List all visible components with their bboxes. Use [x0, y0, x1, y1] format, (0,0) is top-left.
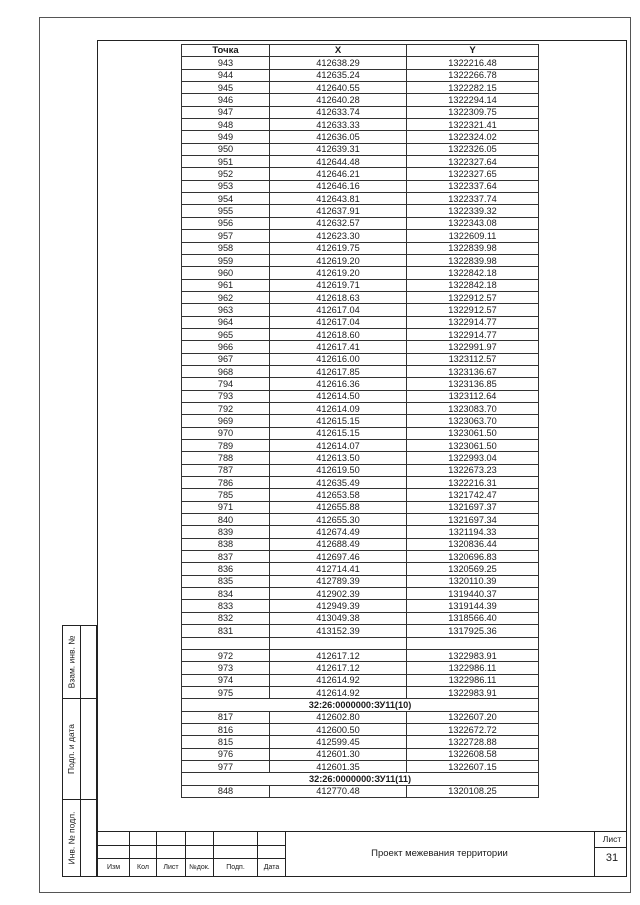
point-cell: 835: [182, 575, 270, 587]
x-cell: 412639.31: [270, 143, 407, 155]
x-cell: 412619.71: [270, 279, 407, 291]
table-row: [182, 514, 539, 526]
table-row: [182, 205, 539, 217]
point-cell: 840: [182, 514, 270, 526]
table-row: [182, 328, 539, 340]
x-cell: 412619.50: [270, 464, 407, 476]
y-cell: 1322282.15: [407, 82, 539, 94]
x-cell: 412617.85: [270, 365, 407, 377]
point-cell: 786: [182, 477, 270, 489]
y-cell: 1323083.70: [407, 402, 539, 414]
x-cell: 412617.41: [270, 341, 407, 353]
x-cell: 412623.30: [270, 230, 407, 242]
x-cell: 412617.12: [270, 649, 407, 661]
x-cell: 412789.39: [270, 575, 407, 587]
x-cell: 412655.88: [270, 501, 407, 513]
y-cell: 1322986.11: [407, 674, 539, 686]
col-data: Дата: [263, 864, 280, 871]
stamp-inv-podl-cell: [62, 799, 97, 877]
x-cell: 412614.92: [270, 674, 407, 686]
x-cell: 412770.48: [270, 785, 407, 797]
point-cell: 964: [182, 316, 270, 328]
stamp-inv-podl-label: Инв. № подл.: [66, 811, 77, 865]
y-cell: 1322321.41: [407, 119, 539, 131]
x-cell: 412619.20: [270, 267, 407, 279]
x-cell: 412616.00: [270, 353, 407, 365]
y-cell: 1323112.57: [407, 353, 539, 365]
point-cell: 789: [182, 440, 270, 452]
table-row: [182, 353, 539, 365]
table-row: [182, 538, 539, 550]
stamp-podp-data-label: Подп. и дата: [66, 723, 77, 775]
y-cell: 1321194.33: [407, 526, 539, 538]
y-cell: 1322672.72: [407, 723, 539, 735]
table-row: [182, 785, 539, 797]
x-cell: 412714.41: [270, 563, 407, 575]
point-cell: 834: [182, 588, 270, 600]
y-cell: 1318566.40: [407, 612, 539, 624]
col-ndok: №док.: [189, 864, 210, 871]
y-cell: 1323136.85: [407, 378, 539, 390]
x-cell: 412633.33: [270, 119, 407, 131]
point-cell: 836: [182, 563, 270, 575]
point-cell: 837: [182, 551, 270, 563]
y-cell: 1322327.64: [407, 156, 539, 168]
table-row: [182, 551, 539, 563]
y-cell: 1322608.58: [407, 748, 539, 760]
x-cell: 413049.38: [270, 612, 407, 624]
title-block: [97, 831, 627, 877]
coordinates-table: [181, 44, 539, 798]
table-row: [182, 267, 539, 279]
point-cell: 947: [182, 106, 270, 118]
point-cell: 968: [182, 365, 270, 377]
y-cell: 1321742.47: [407, 489, 539, 501]
sheet-label: Лист: [602, 834, 622, 844]
table-row: [182, 674, 539, 686]
table-row: [182, 501, 539, 513]
y-cell: 1320108.25: [407, 785, 539, 797]
table-row: [182, 440, 539, 452]
section-row: [182, 699, 539, 711]
table-row: [182, 477, 539, 489]
table-row: [182, 279, 539, 291]
y-cell: [407, 637, 539, 649]
point-cell: 949: [182, 131, 270, 143]
point-cell: 956: [182, 217, 270, 229]
x-cell: 412688.49: [270, 538, 407, 550]
table-row: [182, 563, 539, 575]
x-cell: 412633.74: [270, 106, 407, 118]
x-cell: 412617.04: [270, 304, 407, 316]
header-y: Y: [407, 45, 539, 57]
x-cell: 412618.63: [270, 291, 407, 303]
x-cell: 412640.55: [270, 82, 407, 94]
y-cell: 1322914.77: [407, 328, 539, 340]
y-cell: 1322337.74: [407, 193, 539, 205]
point-cell: 976: [182, 748, 270, 760]
table-row: [182, 217, 539, 229]
x-cell: 412697.46: [270, 551, 407, 563]
y-cell: 1322983.91: [407, 686, 539, 698]
table-row: [182, 378, 539, 390]
x-cell: 412632.57: [270, 217, 407, 229]
point-cell: 953: [182, 180, 270, 192]
point-cell: 966: [182, 341, 270, 353]
x-cell: 412635.24: [270, 69, 407, 81]
y-cell: 1322324.02: [407, 131, 539, 143]
point-cell: 785: [182, 489, 270, 501]
section-row: [182, 773, 539, 785]
y-cell: 1322673.23: [407, 464, 539, 476]
side-stamp: [62, 625, 97, 877]
x-cell: 412674.49: [270, 526, 407, 538]
y-cell: 1322609.11: [407, 230, 539, 242]
table-row: [182, 612, 539, 624]
table-row: [182, 427, 539, 439]
table-row: [182, 119, 539, 131]
point-cell: 952: [182, 168, 270, 180]
header-x: X: [270, 45, 407, 57]
table-row: [182, 390, 539, 402]
table-row: [182, 588, 539, 600]
section-label: 32:26:0000000:ЗУ11(11): [182, 773, 539, 785]
table-row: [182, 156, 539, 168]
y-cell: 1322912.57: [407, 291, 539, 303]
y-cell: 1322327.65: [407, 168, 539, 180]
table-row: [182, 168, 539, 180]
point-cell: 815: [182, 736, 270, 748]
table-row: [182, 106, 539, 118]
point-cell: 970: [182, 427, 270, 439]
table-row: [182, 760, 539, 772]
stamp-vzam-inv-label: Взам. инв. №: [66, 635, 77, 689]
x-cell: 412615.15: [270, 427, 407, 439]
table-row: [182, 131, 539, 143]
y-cell: 1322343.08: [407, 217, 539, 229]
y-cell: 1322309.75: [407, 106, 539, 118]
y-cell: 1323061.50: [407, 440, 539, 452]
x-cell: 412601.30: [270, 748, 407, 760]
col-izm: Изм: [106, 864, 121, 871]
y-cell: 1323136.67: [407, 365, 539, 377]
table-row: [182, 57, 539, 69]
y-cell: 1322839.98: [407, 242, 539, 254]
table-row: [182, 180, 539, 192]
stamp-vzam-inv-cell: [62, 625, 97, 699]
point-cell: 832: [182, 612, 270, 624]
table-row: [182, 143, 539, 155]
y-cell: 1322912.57: [407, 304, 539, 316]
point-cell: 951: [182, 156, 270, 168]
table-row: [182, 662, 539, 674]
table-row: [182, 82, 539, 94]
x-cell: 412638.29: [270, 57, 407, 69]
col-list: Лист: [163, 864, 179, 871]
point-cell: 794: [182, 378, 270, 390]
point-cell: 950: [182, 143, 270, 155]
y-cell: 1323112.64: [407, 390, 539, 402]
x-cell: 412602.80: [270, 711, 407, 723]
x-cell: 412655.30: [270, 514, 407, 526]
x-cell: [270, 637, 407, 649]
point-cell: 960: [182, 267, 270, 279]
point-cell: 955: [182, 205, 270, 217]
table-row: [182, 711, 539, 723]
point-cell: [182, 637, 270, 649]
y-cell: 1322607.20: [407, 711, 539, 723]
y-cell: 1321697.37: [407, 501, 539, 513]
point-cell: 792: [182, 402, 270, 414]
point-cell: 954: [182, 193, 270, 205]
x-cell: 412617.04: [270, 316, 407, 328]
point-cell: 969: [182, 415, 270, 427]
point-cell: 793: [182, 390, 270, 402]
point-cell: 839: [182, 526, 270, 538]
y-cell: 1322839.98: [407, 254, 539, 266]
x-cell: 412615.15: [270, 415, 407, 427]
table-row: [182, 649, 539, 661]
point-cell: 959: [182, 254, 270, 266]
y-cell: 1322266.78: [407, 69, 539, 81]
x-cell: 412949.39: [270, 600, 407, 612]
y-cell: 1320836.44: [407, 538, 539, 550]
table-row: [182, 748, 539, 760]
point-cell: 816: [182, 723, 270, 735]
y-cell: 1323061.50: [407, 427, 539, 439]
y-cell: 1320110.39: [407, 575, 539, 587]
y-cell: 1317925.36: [407, 625, 539, 637]
x-cell: 412902.39: [270, 588, 407, 600]
x-cell: 412637.91: [270, 205, 407, 217]
point-cell: 817: [182, 711, 270, 723]
y-cell: 1320696.83: [407, 551, 539, 563]
table-row: [182, 341, 539, 353]
table-row: [182, 230, 539, 242]
point-cell: 957: [182, 230, 270, 242]
y-cell: 1322728.88: [407, 736, 539, 748]
y-cell: 1322216.31: [407, 477, 539, 489]
point-cell: 972: [182, 649, 270, 661]
point-cell: 963: [182, 304, 270, 316]
x-cell: 412616.36: [270, 378, 407, 390]
point-cell: 974: [182, 674, 270, 686]
table-row: [182, 402, 539, 414]
x-cell: 412619.75: [270, 242, 407, 254]
point-cell: 943: [182, 57, 270, 69]
y-cell: 1320569.25: [407, 563, 539, 575]
sheet-number: 31: [605, 852, 619, 864]
x-cell: 412614.09: [270, 402, 407, 414]
x-cell: 412643.81: [270, 193, 407, 205]
y-cell: 1319440.37: [407, 588, 539, 600]
y-cell: 1322337.64: [407, 180, 539, 192]
point-cell: 965: [182, 328, 270, 340]
table-row: [182, 254, 539, 266]
point-cell: 848: [182, 785, 270, 797]
x-cell: 412613.50: [270, 452, 407, 464]
y-cell: 1322607.15: [407, 760, 539, 772]
x-cell: 412636.05: [270, 131, 407, 143]
x-cell: 412601.35: [270, 760, 407, 772]
table-row: [182, 526, 539, 538]
x-cell: 412640.28: [270, 94, 407, 106]
table-row: [182, 637, 539, 649]
x-cell: 412646.16: [270, 180, 407, 192]
table-row: [182, 600, 539, 612]
point-cell: 833: [182, 600, 270, 612]
y-cell: 1322294.14: [407, 94, 539, 106]
x-cell: 412599.45: [270, 736, 407, 748]
table-row: [182, 94, 539, 106]
y-cell: 1322983.91: [407, 649, 539, 661]
table-row: [182, 365, 539, 377]
table-header-row: [182, 45, 539, 57]
x-cell: 412614.92: [270, 686, 407, 698]
point-cell: 946: [182, 94, 270, 106]
point-cell: 973: [182, 662, 270, 674]
table-row: [182, 736, 539, 748]
point-cell: 838: [182, 538, 270, 550]
y-cell: 1322842.18: [407, 267, 539, 279]
x-cell: 412653.58: [270, 489, 407, 501]
point-cell: 962: [182, 291, 270, 303]
table-row: [182, 304, 539, 316]
table-row: [182, 686, 539, 698]
x-cell: 412617.12: [270, 662, 407, 674]
x-cell: 412618.60: [270, 328, 407, 340]
x-cell: 412600.50: [270, 723, 407, 735]
point-cell: 944: [182, 69, 270, 81]
y-cell: 1322914.77: [407, 316, 539, 328]
y-cell: 1322993.04: [407, 452, 539, 464]
x-cell: 412614.50: [270, 390, 407, 402]
col-kol: Кол: [137, 864, 149, 871]
point-cell: 967: [182, 353, 270, 365]
table-row: [182, 291, 539, 303]
table-row: [182, 69, 539, 81]
table-row: [182, 464, 539, 476]
table-row: [182, 625, 539, 637]
point-cell: 788: [182, 452, 270, 464]
y-cell: 1322339.32: [407, 205, 539, 217]
table-row: [182, 575, 539, 587]
table-row: [182, 452, 539, 464]
y-cell: 1321697.34: [407, 514, 539, 526]
section-label: 32:26:0000000:ЗУ11(10): [182, 699, 539, 711]
point-cell: 787: [182, 464, 270, 476]
point-cell: 961: [182, 279, 270, 291]
header-point: Точка: [182, 45, 270, 57]
point-cell: 971: [182, 501, 270, 513]
point-cell: 945: [182, 82, 270, 94]
point-cell: 831: [182, 625, 270, 637]
table-row: [182, 489, 539, 501]
point-cell: 975: [182, 686, 270, 698]
table-row: [182, 193, 539, 205]
col-podp: Подп.: [226, 864, 245, 871]
table-row: [182, 415, 539, 427]
y-cell: 1322326.05: [407, 143, 539, 155]
point-cell: 958: [182, 242, 270, 254]
table-row: [182, 316, 539, 328]
y-cell: 1322986.11: [407, 662, 539, 674]
x-cell: 412614.07: [270, 440, 407, 452]
x-cell: 412619.20: [270, 254, 407, 266]
stamp-podp-data-cell: [62, 698, 97, 800]
point-cell: 948: [182, 119, 270, 131]
x-cell: 412644.48: [270, 156, 407, 168]
table-row: [182, 723, 539, 735]
x-cell: 412646.21: [270, 168, 407, 180]
y-cell: 1323063.70: [407, 415, 539, 427]
y-cell: 1319144.39: [407, 600, 539, 612]
document-title: Проект межевания территории: [371, 848, 508, 859]
y-cell: 1322842.18: [407, 279, 539, 291]
y-cell: 1322216.48: [407, 57, 539, 69]
table-body: [182, 57, 539, 798]
y-cell: 1322991.97: [407, 341, 539, 353]
x-cell: 412635.49: [270, 477, 407, 489]
point-cell: 977: [182, 760, 270, 772]
x-cell: 413152.39: [270, 625, 407, 637]
table-row: [182, 242, 539, 254]
